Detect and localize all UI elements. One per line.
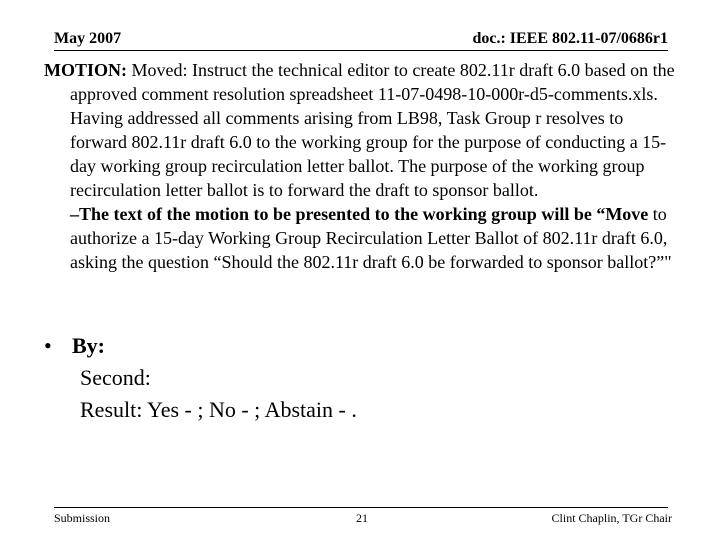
header-divider <box>54 50 668 51</box>
second-row: Second: <box>80 365 151 390</box>
motion-text-paragraph <box>44 202 684 274</box>
header-doc-id: doc.: IEEE 802.11-07/0686r1 <box>472 30 668 47</box>
motion-body: Moved: Instruct the technical editor to create 802.11r draft 6.0 based on the approved comment resolution spreadsheet 11-07-0498-10-000r-d5-comments.xls. Having addressed all comments arising from LB98, Task Group r resolves to forward 802.11r draft 6.0 to the working group for the purpose of conducting a 15-day working group recirculation letter ballot. The purpose of the working group recirculation letter ballot is to forward the draft to sponsor ballot. <box>70 60 675 200</box>
motion-text-intro: –The text of the motion to be presented to the working group will be “Move <box>70 204 649 224</box>
motion-text-quote: to authorize a 15-day Working Group Recirculation Letter Ballot of 802.11r draft 6.0, asking the question “Should the 802.11r draft 6.0 be forwarded to sponsor ballot?”" <box>70 204 672 272</box>
slide-header <box>54 30 668 50</box>
header-date: May 2007 <box>54 30 122 47</box>
slide-footer <box>54 509 672 525</box>
by-row <box>44 330 684 362</box>
by-label: By: <box>72 333 105 358</box>
footer-author: Clint Chaplin, TGr Chair <box>551 511 672 525</box>
motion-block <box>44 58 684 274</box>
footer-submission: Submission <box>54 511 111 525</box>
vote-block <box>44 330 684 426</box>
bullet-icon: • <box>44 333 52 358</box>
page-number: 21 <box>356 511 368 525</box>
footer-divider <box>54 507 668 508</box>
result-row: Result: Yes - ; No - ; Abstain - . <box>80 397 357 422</box>
motion-paragraph <box>44 58 684 202</box>
motion-label: MOTION: <box>44 60 127 80</box>
